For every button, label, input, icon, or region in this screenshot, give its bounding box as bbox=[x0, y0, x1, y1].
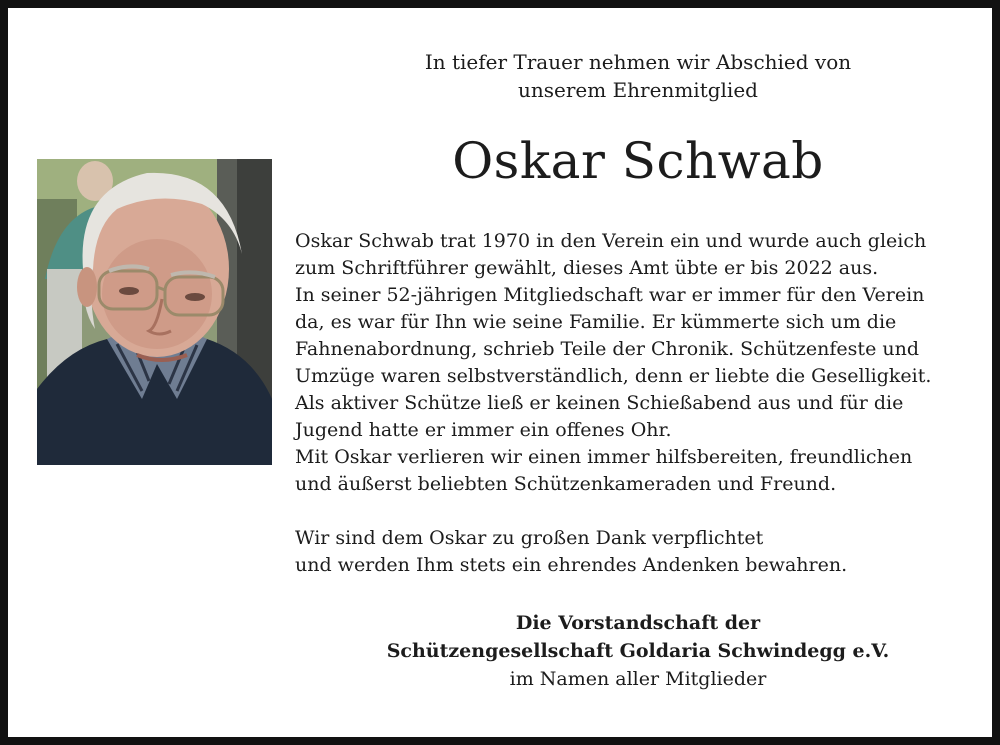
signature-organization: Schützengesellschaft Goldaria Schwindegg e.V. bbox=[386, 640, 890, 662]
tribute-line: zum Schriftführer gewählt, dieses Amt übte er bis 2022 aus. bbox=[295, 257, 879, 279]
tribute-line: Jugend hatte er immer ein offenes Ohr. bbox=[295, 419, 672, 441]
portrait-photo bbox=[37, 159, 272, 465]
tribute-line: Oskar Schwab trat 1970 in den Verein ein und wurde auch gleich bbox=[295, 230, 927, 252]
intro-line: unserem Ehrenmitglied bbox=[518, 78, 758, 102]
tribute-line: Fahnenabordnung, schrieb Teile der Chronik. Schützenfeste und bbox=[295, 338, 919, 360]
signature-line: Die Vorstandschaft der bbox=[515, 612, 761, 634]
intro-text bbox=[338, 48, 938, 104]
tribute-line: und äußerst beliebten Schützenkameraden und Freund. bbox=[295, 473, 837, 495]
gratitude-line: und werden Ihm stets ein ehrendes Andenken bewahren. bbox=[295, 554, 848, 576]
tribute-line: da, es war für Ihn wie seine Familie. Er kümmerte sich um die bbox=[295, 311, 897, 333]
gratitude-line: Wir sind dem Oskar zu großen Dank verpflichtet bbox=[295, 527, 764, 549]
intro-line: In tiefer Trauer nehmen wir Abschied von bbox=[424, 50, 852, 74]
tribute-text bbox=[295, 228, 985, 579]
tribute-line: In seiner 52-jährigen Mitgliedschaft war er immer für den Verein bbox=[295, 284, 925, 306]
signature-line: im Namen aller Mitglieder bbox=[509, 668, 767, 690]
tribute-line: Mit Oskar verlieren wir einen immer hilfsbereiten, freundlichen bbox=[295, 446, 913, 468]
tribute-line: Als aktiver Schütze ließ er keinen Schießabend aus und für die bbox=[295, 392, 904, 414]
tribute-line: Umzüge waren selbstverständlich, denn er liebte die Geselligkeit. bbox=[295, 365, 932, 387]
signature-block bbox=[338, 609, 938, 693]
paragraph-spacer bbox=[295, 498, 985, 525]
deceased-name: Oskar Schwab bbox=[452, 132, 824, 190]
